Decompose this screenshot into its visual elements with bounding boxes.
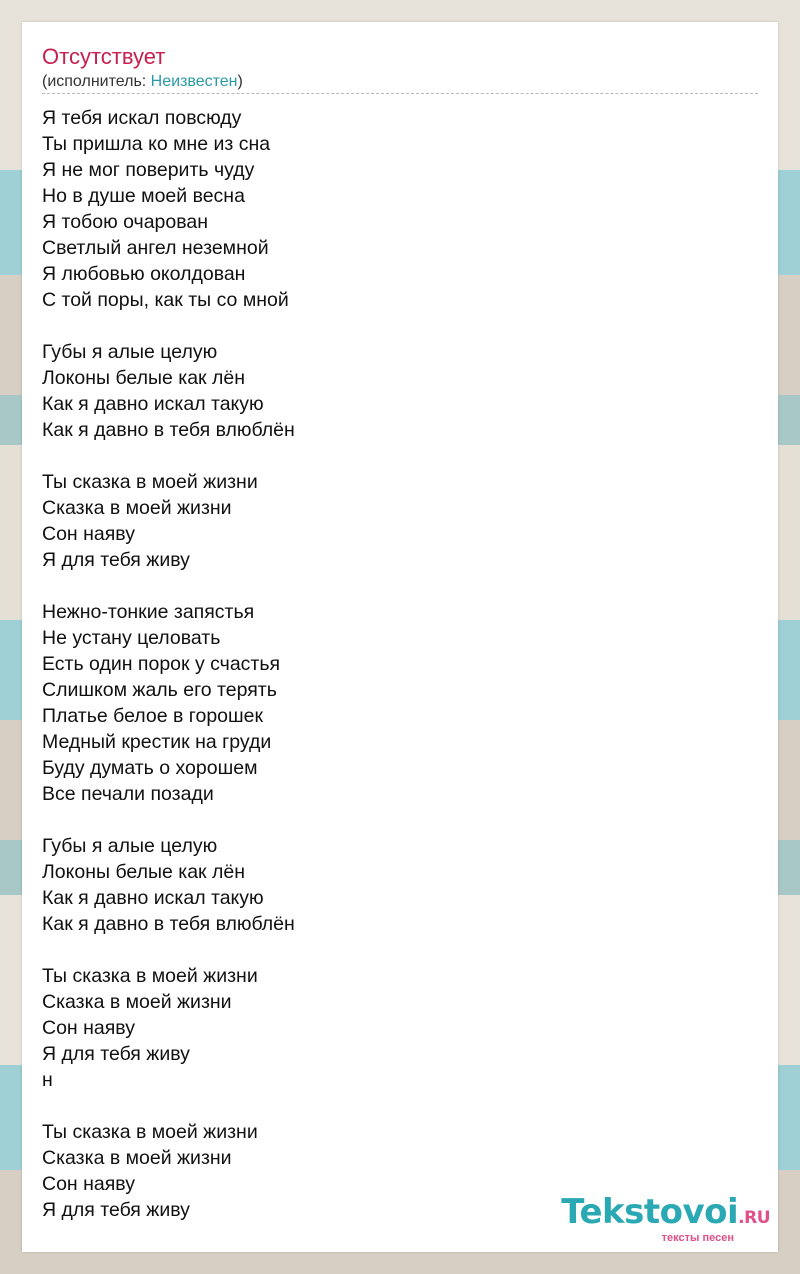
lyric-line: Я для тебя живу xyxy=(42,1043,190,1065)
lyric-line: Как я давно искал такую xyxy=(42,887,264,909)
lyric-line xyxy=(42,443,295,469)
lyric-line: Буду думать о хорошем xyxy=(42,757,258,779)
lyric-line: Все печали позади xyxy=(42,783,214,805)
lyrics-text xyxy=(42,105,295,1223)
lyric-line: Ты пришла ко мне из сна xyxy=(42,133,271,155)
lyric-line: Как я давно в тебя влюблён xyxy=(42,419,295,441)
lyric-line: Платье белое в горошек xyxy=(42,705,264,727)
lyric-line: Ты сказка в моей жизни xyxy=(42,965,258,987)
site-logo[interactable] xyxy=(561,1192,770,1244)
lyric-line: Сказка в моей жизни xyxy=(42,1147,232,1169)
lyric-line: Сон наяву xyxy=(42,1017,135,1039)
lyric-line: Губы я алые целую xyxy=(42,835,218,857)
lyric-line: Локоны белые как лён xyxy=(42,861,245,883)
lyric-line: н xyxy=(42,1069,53,1091)
song-title: Отсутствует xyxy=(42,44,166,69)
lyric-line: Как я давно искал такую xyxy=(42,393,264,415)
lyric-line xyxy=(42,573,295,599)
lyric-line: Сон наяву xyxy=(42,523,135,545)
lyric-line: Медный крестик на груди xyxy=(42,731,272,753)
lyric-line: Ты сказка в моей жизни xyxy=(42,1121,258,1143)
header-divider xyxy=(42,93,758,94)
lyric-line: Сказка в моей жизни xyxy=(42,991,232,1013)
lyric-line: Я тебя искал повсюду xyxy=(42,107,242,129)
lyric-line: Ты сказка в моей жизни xyxy=(42,471,258,493)
lyric-line: Как я давно в тебя влюблён xyxy=(42,913,295,935)
lyric-line: Слишком жаль его терять xyxy=(42,679,277,701)
logo-tagline: тексты песен xyxy=(661,1232,734,1244)
lyric-line: Я для тебя живу xyxy=(42,549,190,571)
performer-link[interactable]: Неизвестен xyxy=(150,73,238,90)
lyric-line: Не устану целовать xyxy=(42,627,221,649)
lyric-line: Сон наяву xyxy=(42,1173,135,1195)
lyric-line: Я для тебя живу xyxy=(42,1199,190,1221)
lyric-line xyxy=(42,807,295,833)
lyric-line: Губы я алые целую xyxy=(42,341,218,363)
lyric-line: Сказка в моей жизни xyxy=(42,497,232,519)
lyric-line: Я не мог поверить чуду xyxy=(42,159,255,181)
logo-main-text: Tekstovoi xyxy=(561,1192,739,1232)
logo-wordmark xyxy=(561,1192,770,1235)
lyrics-card xyxy=(22,22,778,1252)
lyric-line xyxy=(42,937,295,963)
lyric-line: Но в душе моей весна xyxy=(42,185,245,207)
lyric-line: Светлый ангел неземной xyxy=(42,237,269,259)
lyric-line: С той поры, как ты со мной xyxy=(42,289,289,311)
logo-tld: .RU xyxy=(738,1208,770,1228)
lyric-line: Я тобою очарован xyxy=(42,211,208,233)
lyric-line xyxy=(42,1093,295,1119)
performer-suffix: ) xyxy=(237,73,243,90)
lyric-line: Есть один порок у счастья xyxy=(42,653,281,675)
lyric-line: Я любовью околдован xyxy=(42,263,246,285)
lyric-line xyxy=(42,313,295,339)
performer-prefix: (исполнитель: xyxy=(42,73,151,90)
lyric-line: Локоны белые как лён xyxy=(42,367,245,389)
performer-line xyxy=(42,72,243,92)
lyric-line: Нежно-тонкие запястья xyxy=(42,601,255,623)
